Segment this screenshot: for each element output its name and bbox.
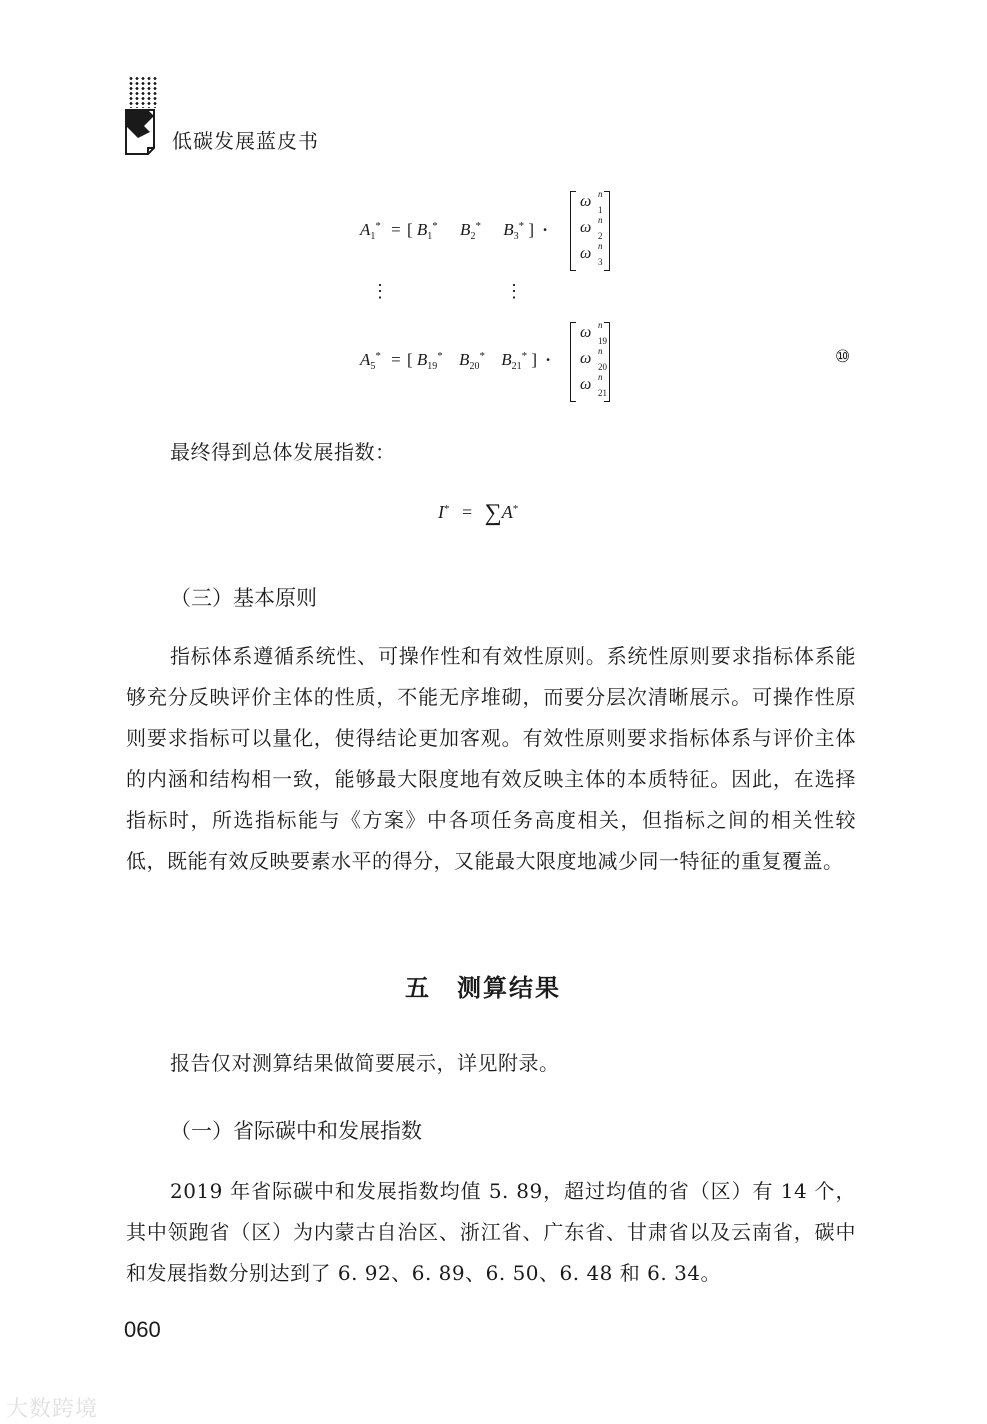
heading-provincial-index: （一）省际碳中和发展指数: [170, 1119, 422, 1143]
final-index-intro: 最终得到总体发展指数：: [170, 440, 396, 464]
omega-vector-1: ω n 1 ω n 2 ω n 3: [570, 191, 610, 271]
heading-basic-principles: （三）基本原则: [170, 586, 317, 610]
page-number: 060: [124, 1317, 161, 1342]
formula-row-5: $A_5^*$ = [ $B_{19}^*$ $B_{20}^*$ $B_{21}^*$ ] ·: [360, 350, 551, 372]
book-logo-icon: [124, 108, 160, 162]
section-title: 五 测算结果: [405, 973, 561, 1002]
paragraph-report-summary: 报告仅对测算结果做简要展示，详见附录。: [170, 1051, 560, 1075]
series-title: 低碳发展蓝皮书: [172, 129, 319, 153]
omega-vector-5: ω n 19 ω n 20 ω n 21: [570, 322, 610, 402]
watermark: 大数跨境: [6, 1397, 99, 1422]
paragraph-2019-results: 2019 年省际碳中和发展指数均值 5. 89，超过均值的省（区）有 14 个，其中领跑省（区）为内蒙古自治区、浙江省、广东省、甘肃省以及云南省，碳中和发展指数分别达到了 6. 92、6. 89、6. 50、6. 48 和 6. 34。: [126, 1179, 856, 1285]
paragraph-principles: 指标体系遵循系统性、可操作性和有效性原则。系统性原则要求指标体系能够充分反映评价主体的性质，不能无序堆砌，而要分层次清晰展示。可操作性原则要求指标可以量化，使得结论更加客观。有效性原则要求指标体系与评价主体的内涵和结构相一致，能够最大限度地有效反映主体的本质特征。因此，在选择指标时，所选指标能与《方案》中各项任务高度相关，但指标之间的相关性较低，既能有效反映要素水平的得分，又能最大限度地减少同一特征的重复覆盖。: [126, 644, 856, 873]
decorative-dot-grid: [128, 76, 158, 108]
vertical-ellipsis-right: ⋮: [505, 281, 523, 301]
formula-total-index: I* = ∑A*: [438, 500, 519, 526]
vertical-ellipsis-left: ⋮: [371, 281, 389, 301]
formula-row-1: $A_1^*$ = [ $B_1^*$ $B_2^*$ $B_3^*$ ] ·: [360, 220, 548, 242]
equation-number: ⑩: [835, 347, 851, 367]
